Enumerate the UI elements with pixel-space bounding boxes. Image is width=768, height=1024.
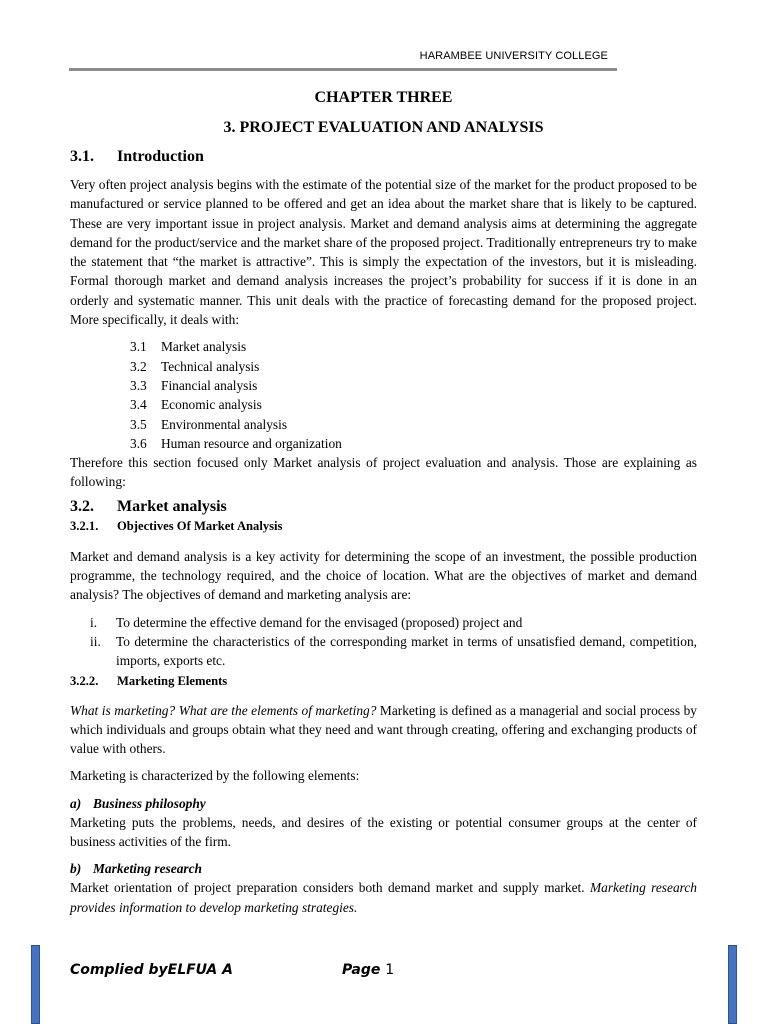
subsection-title: Marketing Elements xyxy=(117,673,228,688)
footer-compiled-by: Complied byELFUA A xyxy=(70,962,233,978)
element-b-text: Market orientation of project preparation considers both demand market and supply market. Marketing research provides information to develop marketing strategies. xyxy=(70,880,697,915)
list-item: i. To determine the effective demand for the envisaged (proposed) project and xyxy=(90,614,523,630)
header-divider xyxy=(69,68,617,71)
section-number: 3.1. xyxy=(70,148,94,165)
intro-closing: Therefore this section focused only Market analysis of project evaluation and analysis. Those are explaining as following: xyxy=(70,455,697,490)
element-b-heading: b) Marketing research xyxy=(70,861,202,877)
footer-page-number: Page 1 xyxy=(342,962,395,978)
analysis-list xyxy=(70,337,697,453)
list-item: 3.2 Technical analysis xyxy=(130,358,260,374)
marketing-elements-lead: Marketing is characterized by the following elements: xyxy=(70,768,360,784)
intro-paragraph: Very often project analysis begins with the estimate of the potential size of the market for the product proposed to be manufactured or service planned to be offered and get an idea about the market share that is likely to be captured. These are very important issue in project analysis. Market and demand analysis aims at determining the aggregate demand for the product/service and the market share of the proposed project. Traditionally entrepreneurs try to make the statement that “the market is attractive”. This is simply the expectation of the investors, but it is misleading. Formal thorough market and demand analysis increases the project’s probability for success if it is done in an orderly and systematic manner. This unit deals with the practice of forecasting demand for the proposed project. More specifically, it deals with: xyxy=(70,177,697,328)
section-heading-introduction xyxy=(70,146,697,168)
list-item: 3.1 Market analysis xyxy=(130,339,247,355)
subsection-number: 3.2.1. xyxy=(70,518,99,533)
left-margin-bar xyxy=(31,945,40,1024)
section-title: Market analysis xyxy=(117,497,227,515)
document-body xyxy=(70,88,697,917)
page-footer xyxy=(70,962,395,978)
section-title: Introduction xyxy=(117,148,204,165)
right-margin-bar xyxy=(728,945,737,1024)
list-item: 3.6 Human resource and organization xyxy=(130,435,342,451)
list-item: ii. To determine the characteristics of the corresponding market in terms of unsatisfied demand, competition, imports, exports etc. xyxy=(90,633,697,669)
list-item: 3.3 Financial analysis xyxy=(130,377,258,393)
element-a-heading: a) Business philosophy xyxy=(70,795,206,811)
list-item: 3.5 Environmental analysis xyxy=(130,416,288,432)
subsection-heading-objectives xyxy=(70,517,697,535)
header-institution: HARAMBEE UNIVERSITY COLLEGE xyxy=(419,50,608,62)
marketing-definition: What is marketing? What are the elements of marketing? Marketing is defined as a managerial and social process by which individuals and groups obtain what they need and want through creating, offering and exchanging products of value with others. xyxy=(70,702,697,757)
section-heading-market-analysis xyxy=(70,497,697,517)
list-item: 3.4 Economic analysis xyxy=(130,397,262,413)
subsection-number: 3.2.2. xyxy=(70,673,99,688)
chapter-subtitle: 3. PROJECT EVALUATION AND ANALYSIS xyxy=(223,119,544,136)
objectives-list xyxy=(70,613,697,671)
objectives-paragraph: Market and demand analysis is a key activity for determining the scope of an investment, the possible production programme, the technology required, and the choice of location. What are the objectives of market and demand analysis? The objectives of demand and marketing analysis are: xyxy=(70,548,697,603)
chapter-title: CHAPTER THREE xyxy=(314,89,453,106)
section-number: 3.2. xyxy=(70,497,94,515)
subsection-title: Objectives Of Market Analysis xyxy=(117,518,283,533)
marketing-question: What is marketing? What are the elements of marketing? xyxy=(70,702,377,718)
element-a-text: Marketing puts the problems, needs, and desires of the existing or potential consumer groups at the center of business activities of the firm. xyxy=(70,814,697,850)
subsection-heading-marketing-elements xyxy=(70,672,697,690)
